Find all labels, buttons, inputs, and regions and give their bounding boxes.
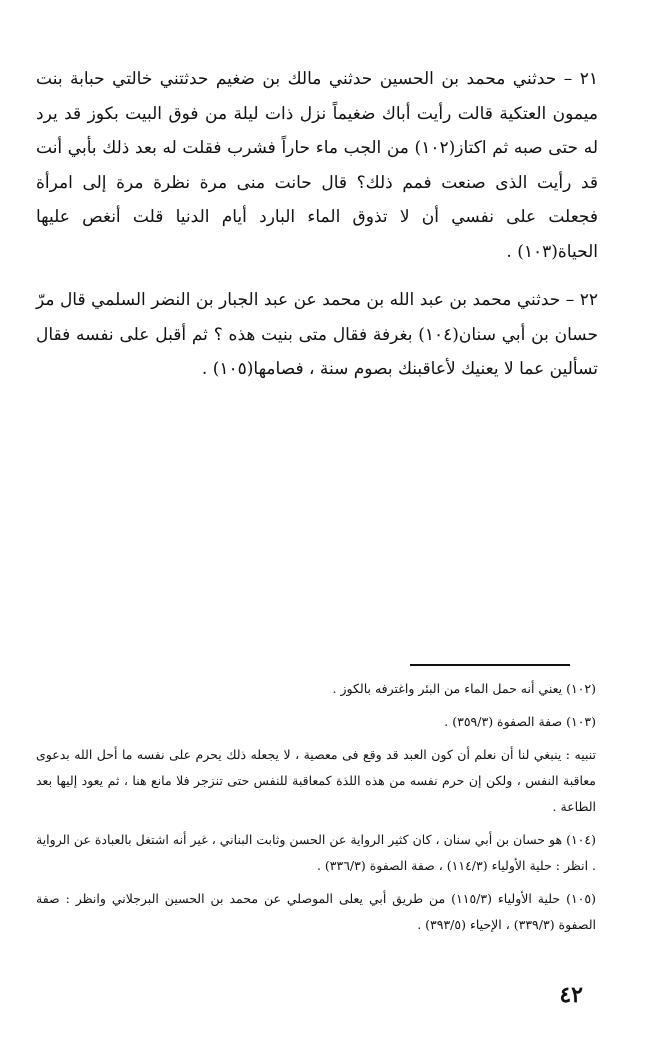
main-text — [36, 62, 598, 387]
paragraph-21: ٢١ – حدثني محمد بن الحسين حدثني مالك بن ضغيم حدثتني خالتي حبابة بنت ميمون العتكية قالت رأيت أباك ضغيماً نزل ذات ليلة من فوق البيت بكوز قد يرد له حتى صبه ثم اكتاز(١٠٢) من الجب ماء حاراً فشرب فقلت له بعد ذلك بأبي أنت قد رأيت الذى صنعت فمم ذلك؟ قال حانت منى مرة نظرة مرة إلى امرأة فجعلت على نفسي أن لا تذوق الماء البارد أيام الدنيا قلت أنغص عليها الحياة(١٠٣) . — [36, 69, 598, 262]
footnotes — [36, 676, 596, 945]
page-number: ٤٢ — [559, 982, 583, 1008]
footnote-104: (١٠٤) هو حسان بن أبي سنان ، كان كثير الرواية عن الحسن وثابت البناني ، غير أنه اشتغل بالعبادة عن الرواية . انظر : حلية الأولياء (١١٤/٣) ، صفة الصفوة (٣٣٦/٣) . — [36, 832, 596, 873]
footnote-105: (١٠٥) حلية الأولياء (١١٥/٣) من طريق أبي يعلى الموصلي عن محمد بن الحسين البرجلاني وانظر : صفة الصفوة (٣٣٩/٣) ، الإحياء (٣٩٣/٥) . — [36, 891, 596, 932]
footnote-102: (١٠٢) يعني أنه حمل الماء من البئر واغترفه بالكوز . — [332, 681, 596, 696]
footnote-note: تنبيه : ينبغي لنا أن نعلم أن كون العبد قد وقع فى معصية ، لا يجعله ذلك يحرم على نفسه ما أحل الله بدعوى معاقبة النفس ، ولكن إن حرم نفسه من هذه اللذة كمعاقبة للنفس حتى تنزجر فلا مانع هنا ، ثم يعود إليها بعد الطاعة . — [36, 747, 596, 814]
footnote-separator — [410, 664, 570, 666]
footnote-103: (١٠٣) صفة الصفوة (٣٥٩/٣) . — [444, 714, 596, 729]
paragraph-22: ٢٢ – حدثني محمد بن عبد الله بن محمد عن عبد الجبار بن النضر السلمي قال مرّ حسان بن أبي سنان(١٠٤) بغرفة فقال متى بنيت هذه ؟ ثم أقبل على نفسه فقال تسألين عما لا يعنيك لأعاقبنك بصوم سنة ، فصامها(١٠٥) . — [36, 290, 598, 379]
